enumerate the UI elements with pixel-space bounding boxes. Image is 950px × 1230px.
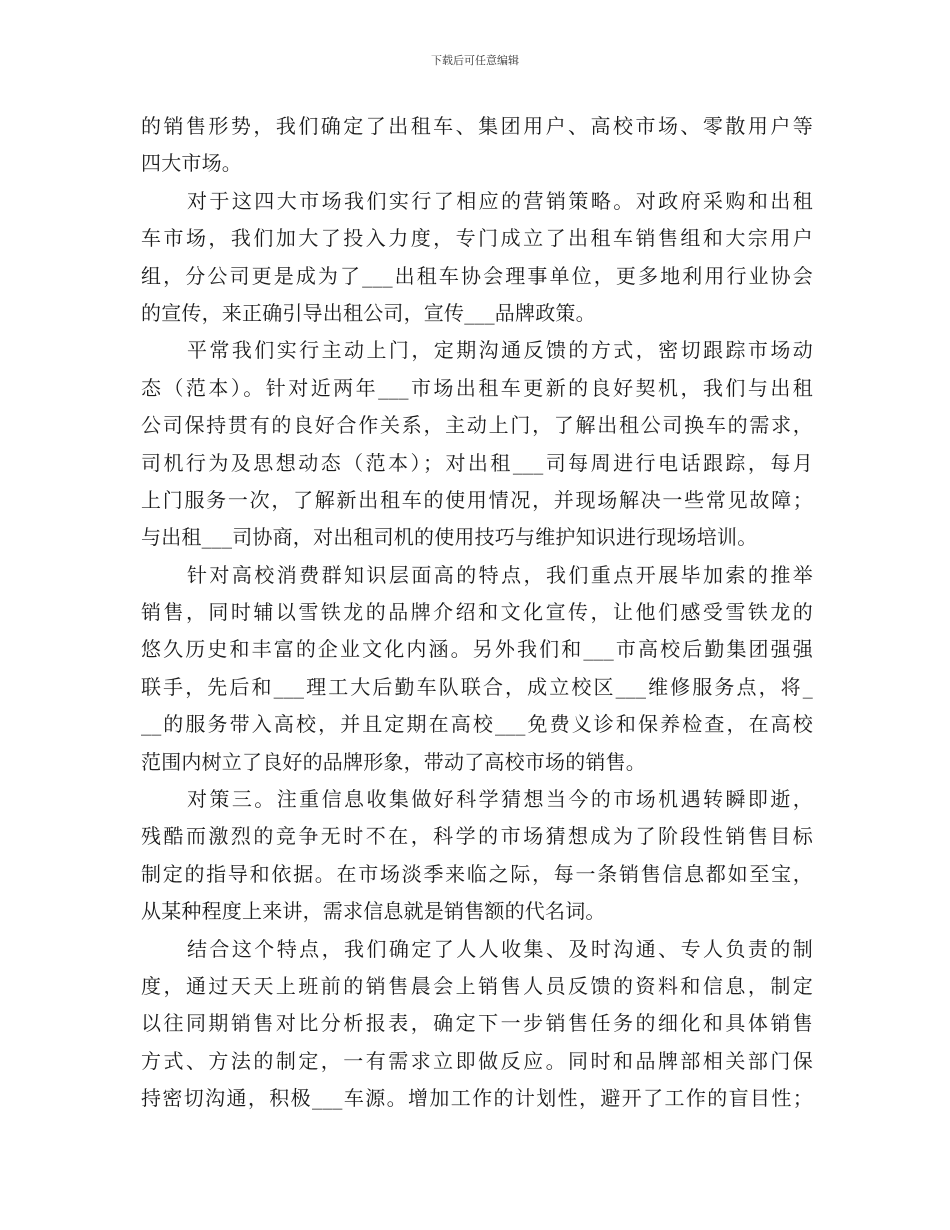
text-line: 持密切沟通，积极___车源。增加工作的计划性，避开了工作的盲目性； [141, 1086, 813, 1111]
text-line: 组，分公司更是成为了___出租车协会理事单位，更多地利用行业协会 [141, 263, 813, 288]
text-line: 的宣传，来正确引导出租公司，宣传___品牌政策。 [141, 300, 596, 325]
page-header: 下载后可任意编辑 [431, 54, 519, 67]
text-line: 四大市场。 [141, 151, 242, 176]
text-line: 对于这四大市场我们实行了相应的营销策略。对政府采购和出租 [187, 188, 813, 213]
text-line: 度，通过天天上班前的销售晨会上销售人员反馈的资料和信息，制定 [141, 973, 813, 998]
document-body [141, 108, 813, 1118]
text-line: 针对高校消费群知识层面高的特点，我们重点开展毕加索的推举 [187, 562, 813, 587]
text-line: 的销售形势，我们确定了出租车、集团用户、高校市场、零散用户等 [141, 114, 813, 138]
text-line: 车市场，我们加大了投入力度，专门成立了出租车销售组和大宗用户 [141, 226, 813, 251]
text-line: 联手，先后和___理工大后勤车队联合，成立校区___维修服务点，将_ [141, 674, 813, 699]
text-line: 制定的指导和依据。在市场淡季来临之际，每一条销售信息都如至宝， [141, 861, 813, 886]
text-line: 上门服务一次，了解新出租车的使用情况，并现场解决一些常见故障； [141, 487, 813, 512]
text-line: 公司保持贯有的良好合作关系，主动上门，了解出租公司换车的需求， [141, 413, 813, 438]
text-line: 从某种程度上来讲，需求信息就是销售额的代名词。 [141, 899, 606, 924]
text-line: 以往同期销售对比分析报表，确定下一步销售任务的细化和具体销售 [141, 1011, 813, 1036]
text-line: 结合这个特点，我们确定了人人收集、及时沟通、专人负责的制 [187, 936, 813, 961]
text-line: 残酷而激烈的竞争无时不在，科学的市场猜想成为了阶段性销售目标 [141, 824, 813, 849]
text-line: 方式、方法的制定，一有需求立即做反应。同时和品牌部相关部门保 [141, 1048, 813, 1073]
text-line: __的服务带入高校，并且定期在高校___免费义诊和保养检查，在高校 [141, 712, 813, 737]
text-line: 悠久历史和丰富的企业文化内涵。另外我们和___市高校后勤集团强强 [141, 637, 813, 662]
text-line: 范围内树立了良好的品牌形象，带动了高校市场的销售。 [141, 749, 646, 774]
text-line: 与出租___司协商，对出租司机的使用技巧与维护知识进行现场培训。 [141, 525, 758, 550]
text-line: 司机行为及思想动态（范本）；对出租___司每周进行电话跟踪，每月 [141, 450, 813, 475]
text-line: 平常我们实行主动上门，定期沟通反馈的方式，密切跟踪市场动 [187, 338, 813, 363]
text-line: 销售，同时辅以雪铁龙的品牌介绍和文化宣传，让他们感受雪铁龙的 [141, 600, 813, 625]
text-line: 对策三。注重信息收集做好科学猜想当今的市场机遇转瞬即逝， [187, 787, 813, 812]
text-line: 态（范本）。针对近两年___市场出租车更新的良好契机，我们与出租 [141, 375, 813, 400]
